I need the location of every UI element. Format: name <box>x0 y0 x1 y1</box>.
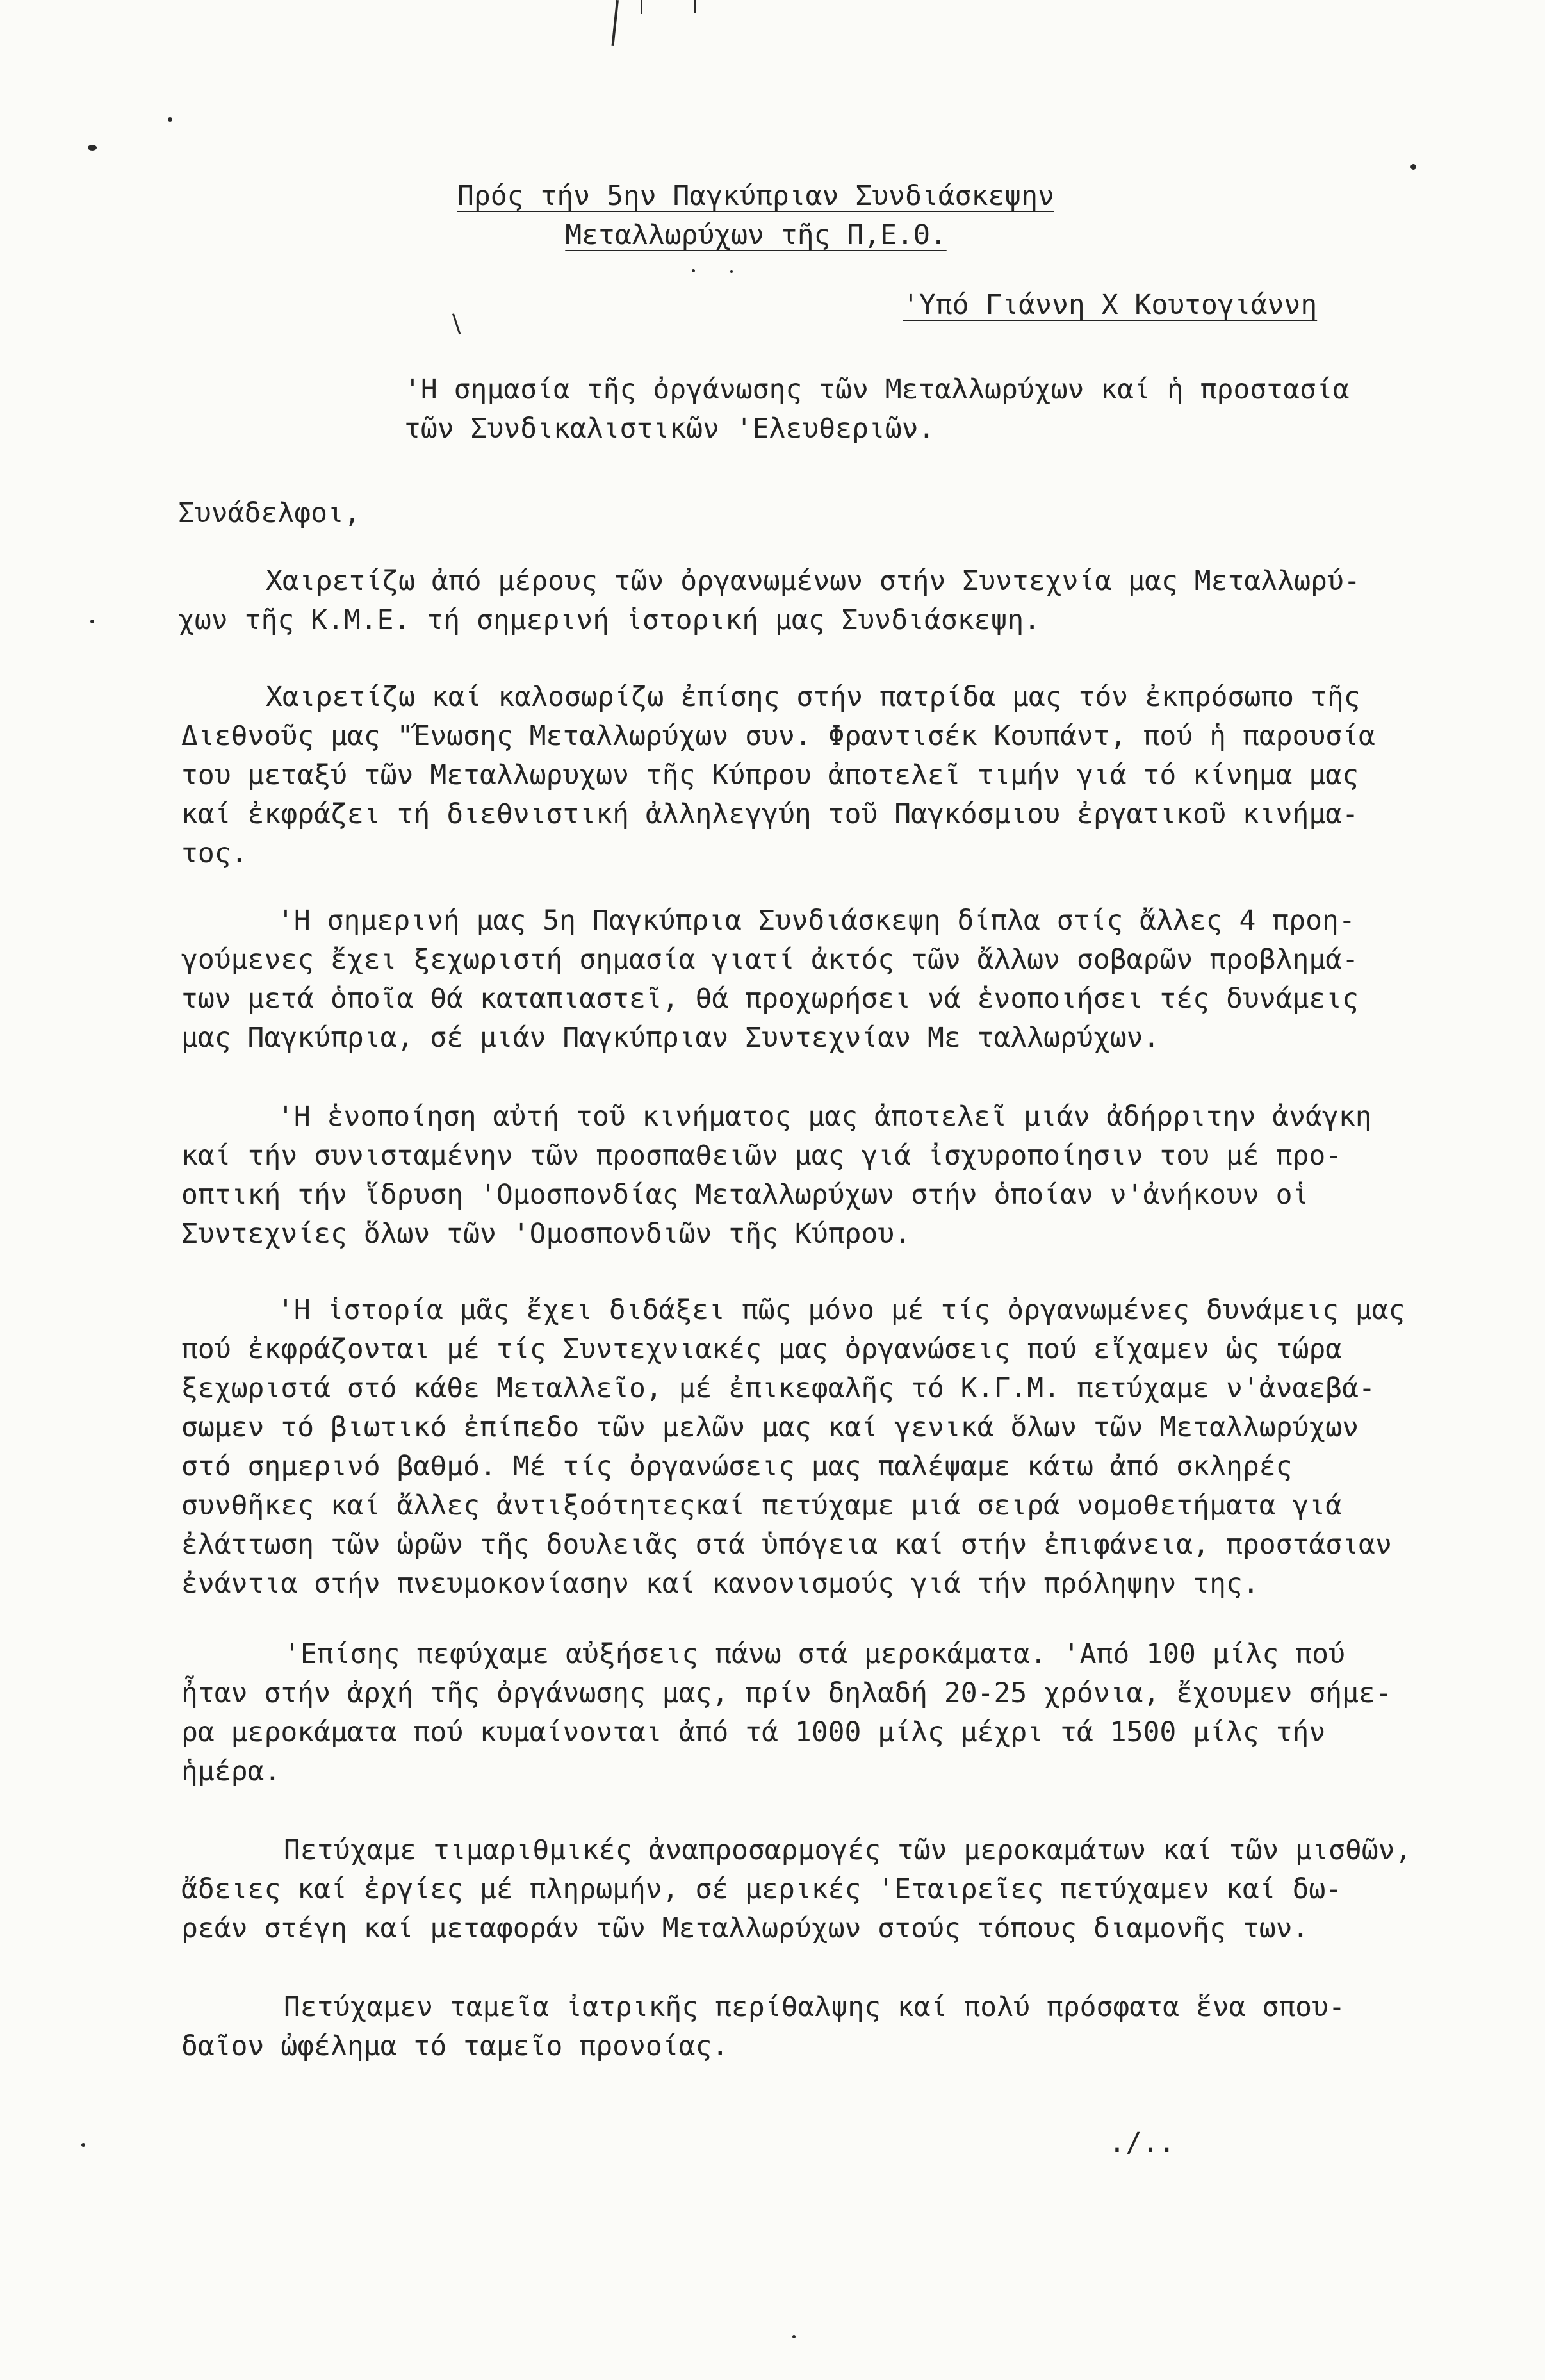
scan-mark <box>641 0 642 14</box>
paragraph-line: συνθῆκες καί ἄλλες ἀντιξοότητεςκαί πετύχαμε μιά σειρά νομοθετήματα γιά <box>181 1490 1343 1522</box>
scan-speck <box>88 145 97 151</box>
paragraph-line: Διεθνοῦς μας "Ένωσης Μεταλλωρύχων συν. Φραντισέκ Κουπάντ, πού ἡ παρουσία <box>181 720 1375 752</box>
paragraph-line: χων τῆς Κ.Μ.Ε. τή σημερινή ἱστορική μας Συνδιάσκεψη. <box>178 604 1041 636</box>
paragraph-8 <box>181 1988 1345 2066</box>
paragraph-3 <box>181 901 1359 1058</box>
byline <box>903 286 1317 325</box>
paragraph-line: ξεχωριστά στό κάθε Μεταλλεῖο, μέ ἐπικεφαλῆς τό Κ.Γ.Μ. πετύχαμε ν'ἀναεβά- <box>181 1372 1375 1404</box>
paragraph-line: ρεάν στέγη καί μεταφοράν τῶν Μεταλλωρύχων στούς τόπους διαμονῆς των. <box>181 1912 1309 1944</box>
scan-speck <box>1410 164 1416 170</box>
document-title <box>384 177 1127 255</box>
paragraph-1 <box>178 562 1361 640</box>
salutation: Συνάδελφοι, <box>178 497 361 529</box>
scan-speck <box>792 2335 796 2338</box>
paragraph-line: ρα μεροκάματα πού κυμαίνονται ἀπό τά 1000 μίλς μέχρι τά 1500 μίλς τήν <box>181 1716 1326 1748</box>
paragraph-5 <box>181 1291 1405 1604</box>
paragraph-line: μας Παγκύπρια, σέ μιάν Παγκύπριαν Συντεχνίαν Με ταλλωρύχων. <box>181 1022 1160 1054</box>
paragraph-4 <box>181 1097 1372 1254</box>
scan-speck <box>81 2143 85 2147</box>
scan-mark <box>452 313 461 334</box>
paragraph-line: 'Η σημερινή μας 5η Παγκύπρια Συνδιάσκεψη δίπλα στίς ἄλλες 4 προη- <box>277 905 1355 937</box>
subject-heading <box>404 370 1350 448</box>
paragraph-7 <box>181 1831 1411 1948</box>
title-line: Μεταλλωρύχων τῆς Π,Ε.Θ. <box>565 219 947 251</box>
paragraph-line: στό σημερινό βαθμό. Μέ τίς ὀργανώσεις μας παλέψαμε κάτω ἀπό σκληρές <box>181 1450 1293 1482</box>
subject-line: 'Η σημασία τῆς ὀργάνωσης τῶν Μεταλλωρύχων καί ἡ προστασία <box>404 373 1350 406</box>
paragraph-line: καί ἐκφράζει τή διεθνιστική ἀλληλεγγύη τοῦ Παγκόσμιου ἐργατικοῦ κινήμα- <box>181 798 1359 830</box>
paragraph-line: Πετύχαμεν ταμεῖα ἰατρικῆς περίθαλψης καί πολύ πρόσφατα ἕνα σπου- <box>284 1991 1345 2023</box>
paragraph-line: Πετύχαμε τιμαριθμικές ἀναπροσαρμογές τῶν μεροκαμάτων καί τῶν μισθῶν, <box>284 1834 1412 1866</box>
paragraph-line: Χαιρετίζω καί καλοσωρίζω ἐπίσης στήν πατρίδα μας τόν ἐκπρόσωπο τῆς <box>266 681 1361 713</box>
paragraph-line: σωμεν τό βιωτικό ἐπίπεδο τῶν μελῶν μας καί γενικά ὅλων τῶν Μεταλλωρύχων <box>181 1411 1359 1443</box>
scan-speck <box>90 620 94 623</box>
paragraph-line: ἐνάντια στήν πνευμοκονίασην καί κανονισμούς γιά τήν πρόληψην της. <box>181 1568 1259 1600</box>
paragraph-line: ἐλάττωση τῶν ὡρῶν τῆς δουλειᾶς στά ὑπόγεια καί στήν ἐπιφάνεια, προστάσιαν <box>181 1529 1392 1561</box>
title-line: Πρός τήν 5ην Παγκύπριαν Συνδιάσκεψην <box>457 180 1054 212</box>
scan-speck <box>692 269 695 272</box>
paragraph-line: καί τήν συνισταμένην τῶν προσπαθειῶν μας γιά ἰσχυροποίησιν του μέ προ- <box>181 1140 1343 1172</box>
author-name: 'Υπό Γιάννη Χ Κουτογιάννη <box>903 289 1318 321</box>
paragraph-line: 'Η ἱστορία μᾶς ἔχει διδάξει πῶς μόνο μέ τίς ὀργανωμένες δυνάμεις μας <box>277 1294 1405 1326</box>
paragraph-line: ἦταν στήν ἀρχή τῆς ὀργάνωσης μας, πρίν δηλαδή 20-25 χρόνια, ἔχουμεν σήμε- <box>181 1677 1392 1709</box>
paragraph-line: Χαιρετίζω ἀπό μέρους τῶν ὀργανωμένων στήν Συντεχνία μας Μεταλλωρύ- <box>266 565 1361 597</box>
paragraph-2 <box>181 678 1375 873</box>
paragraph-6 <box>181 1635 1392 1791</box>
scan-mark <box>694 0 696 13</box>
paragraph-line: ἄδειες καί ἐργίες μέ πληρωμήν, σέ μερικές 'Εταιρεῖες πετύχαμεν καί δω- <box>181 1873 1343 1905</box>
paragraph-line: 'Η ἑνοποίηση αὐτή τοῦ κινήματος μας ἀποτελεῖ μιάν ἀδήρριτην ἀνάγκη <box>277 1101 1372 1133</box>
paragraph-line: του μεταξύ τῶν Μεταλλωρυχων τῆς Κύπρου ἀποτελεῖ τιμήν γιά τό κίνημα μας <box>181 759 1359 791</box>
paragraph-line: τος. <box>181 837 248 869</box>
paragraph-line: πού ἐκφράζονται μέ τίς Συντεχνιακές μας ὀργανώσεις πού εἴχαμεν ὡς τώρα <box>181 1333 1343 1365</box>
paragraph-line: 'Επίσης πεφύχαμε αὐξήσεις πάνω στά μεροκάματα. 'Από 100 μίλς πού <box>284 1638 1345 1670</box>
paragraph-line: ἡμέρα. <box>181 1755 281 1787</box>
scan-mark <box>611 0 619 46</box>
paragraph-line: Συντεχνίες ὅλων τῶν 'Ομοσπονδιῶν τῆς Κύπρου. <box>181 1218 911 1250</box>
continuation-mark: ./.. <box>1109 2127 1175 2159</box>
scan-speck <box>168 117 172 122</box>
paragraph-line: των μετά ὁποῖα θά καταπιαστεῖ, θά προχωρήσει νά ἑνοποιήσει τές δυνάμεις <box>181 983 1359 1015</box>
scan-speck <box>730 270 733 273</box>
paragraph-line: δαῖον ὠφέλημα τό ταμεῖο προνοίας. <box>181 2030 729 2062</box>
paragraph-line: οπτική τήν ἵδρυση 'Ομοσπονδίας Μεταλλωρύχων στήν ὁποίαν ν'ἀνήκουν οἱ <box>181 1179 1309 1211</box>
subject-line: τῶν Συνδικαλιστικῶν 'Ελευθεριῶν. <box>404 413 935 445</box>
paragraph-line: γούμενες ἔχει ξεχωριστή σημασία γιατί ἀκτός τῶν ἄλλων σοβαρῶν προβλημά- <box>181 944 1359 976</box>
